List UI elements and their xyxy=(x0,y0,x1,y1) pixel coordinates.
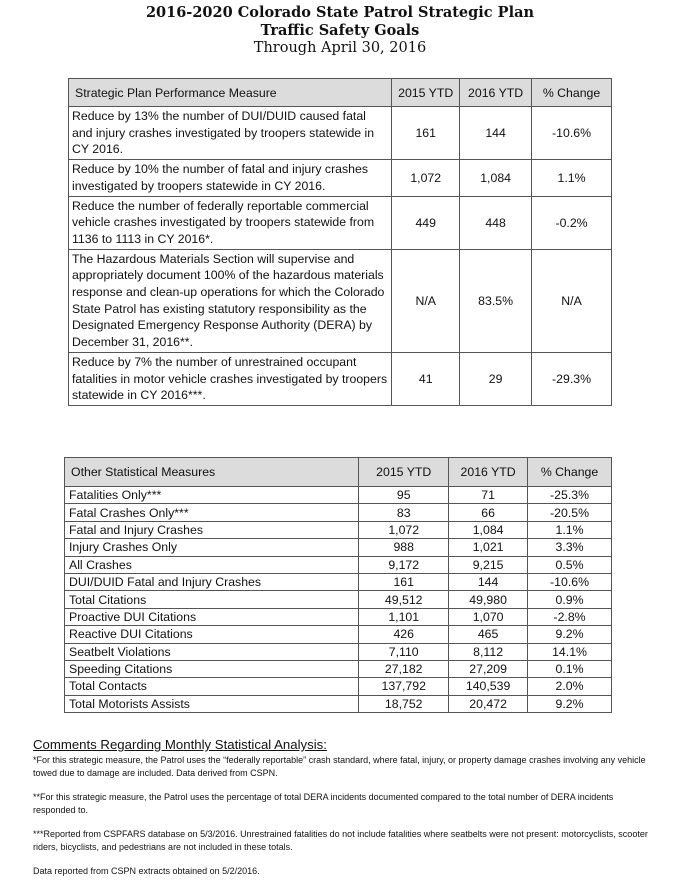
ytd-2016-cell: 448 xyxy=(460,196,532,249)
column-header-2015-ytd: 2015 YTD xyxy=(392,79,460,107)
ytd-2015-cell: 95 xyxy=(359,487,449,504)
table-row xyxy=(65,539,612,556)
table-row xyxy=(65,487,612,504)
measure-cell: Fatalities Only*** xyxy=(65,487,359,504)
column-header-2016-ytd: 2016 YTD xyxy=(449,458,528,487)
ytd-2015-cell: 7,110 xyxy=(359,643,449,660)
ytd-2016-cell: 20,472 xyxy=(449,695,528,712)
ytd-2016-cell: 9,215 xyxy=(449,556,528,573)
measure-cell: Total Motorists Assists xyxy=(65,695,359,712)
change-cell: 14.1% xyxy=(528,643,612,660)
measure-cell: Fatal Crashes Only*** xyxy=(65,504,359,521)
strategic-plan-table xyxy=(68,78,612,406)
measure-cell: The Hazardous Materials Section will supervise and appropriately document 100% of the hazardous materials response and clean-up operations for which the Colorado State Patrol has existing statutory responsibility as the Designated Emergency Response Authority (DERA) by December 31, 2016**. xyxy=(69,249,392,352)
document-date: Through April 30, 2016 xyxy=(253,40,427,56)
table-row xyxy=(65,504,612,521)
ytd-2015-cell: 27,182 xyxy=(359,660,449,677)
document-title: 2016-2020 Colorado State Patrol Strategic Plan xyxy=(145,4,535,21)
ytd-2015-cell: 1,101 xyxy=(359,608,449,625)
change-cell: 0.1% xyxy=(528,660,612,677)
measure-cell: Seatbelt Violations xyxy=(65,643,359,660)
measure-cell: Proactive DUI Citations xyxy=(65,608,359,625)
table-row xyxy=(65,521,612,538)
table-header-row xyxy=(69,79,612,107)
table-row xyxy=(65,608,612,625)
ytd-2015-cell: N/A xyxy=(392,249,460,352)
ytd-2015-cell: 988 xyxy=(359,539,449,556)
measure-cell: All Crashes xyxy=(65,556,359,573)
change-cell: -10.6% xyxy=(528,573,612,590)
measure-cell: Reduce by 7% the number of unrestrained occupant fatalities in motor vehicle crashes investigated by troopers statewide in CY 2016***. xyxy=(69,352,392,405)
column-header-percent-change: % Change xyxy=(528,458,612,487)
table-row xyxy=(65,556,612,573)
ytd-2015-cell: 449 xyxy=(392,196,460,249)
ytd-2016-cell: 144 xyxy=(449,573,528,590)
table-row xyxy=(69,196,612,249)
footnote: *For this strategic measure, the Patrol uses the “federally reportable” crash standard, where fatal, injury, or property damage crashes involving any vehicle towed due to damage are included. Data derived from CSPN. xyxy=(33,755,646,778)
table-row xyxy=(65,660,612,677)
change-cell: -2.8% xyxy=(528,608,612,625)
ytd-2015-cell: 1,072 xyxy=(392,160,460,196)
change-cell: N/A xyxy=(532,249,612,352)
ytd-2016-cell: 465 xyxy=(449,626,528,643)
measure-cell: DUI/DUID Fatal and Injury Crashes xyxy=(65,573,359,590)
ytd-2016-cell: 29 xyxy=(460,352,532,405)
ytd-2016-cell: 71 xyxy=(449,487,528,504)
ytd-2016-cell: 1,021 xyxy=(449,539,528,556)
table-row xyxy=(65,643,612,660)
table-row xyxy=(69,352,612,405)
ytd-2016-cell: 27,209 xyxy=(449,660,528,677)
table-row xyxy=(69,160,612,196)
table-row xyxy=(69,107,612,160)
ytd-2015-cell: 161 xyxy=(359,573,449,590)
change-cell: 1.1% xyxy=(528,521,612,538)
measure-cell: Reactive DUI Citations xyxy=(65,626,359,643)
change-cell: -10.6% xyxy=(532,107,612,160)
column-header-percent-change: % Change xyxy=(532,79,612,107)
table-row xyxy=(65,695,612,712)
change-cell: 3.3% xyxy=(528,539,612,556)
ytd-2016-cell: 1,070 xyxy=(449,608,528,625)
ytd-2016-cell: 1,084 xyxy=(449,521,528,538)
change-cell: 1.1% xyxy=(532,160,612,196)
table-header-row xyxy=(65,458,612,487)
other-statistical-measures-table xyxy=(64,457,612,713)
ytd-2016-cell: 1,084 xyxy=(460,160,532,196)
table-row xyxy=(65,626,612,643)
column-header-2015-ytd: 2015 YTD xyxy=(359,458,449,487)
footnote: ***Reported from CSPFARS database on 5/3/2016. Unrestrained fatalities do not include fatalities where seatbelts were not present: motorcyclists, scooter riders, bicyclists, and pedestrians are not included in these totals. xyxy=(33,829,648,852)
table-row xyxy=(69,249,612,352)
ytd-2015-cell: 41 xyxy=(392,352,460,405)
change-cell: -25.3% xyxy=(528,487,612,504)
comments-section xyxy=(33,737,653,890)
ytd-2016-cell: 66 xyxy=(449,504,528,521)
footnote: Data reported from CSPN extracts obtained on 5/2/2016. xyxy=(33,866,260,876)
ytd-2015-cell: 18,752 xyxy=(359,695,449,712)
measure-cell: Total Citations xyxy=(65,591,359,608)
change-cell: 9.2% xyxy=(528,695,612,712)
ytd-2015-cell: 49,512 xyxy=(359,591,449,608)
ytd-2015-cell: 426 xyxy=(359,626,449,643)
table-row xyxy=(65,573,612,590)
ytd-2015-cell: 83 xyxy=(359,504,449,521)
change-cell: -0.2% xyxy=(532,196,612,249)
ytd-2015-cell: 1,072 xyxy=(359,521,449,538)
change-cell: 0.5% xyxy=(528,556,612,573)
ytd-2016-cell: 8,112 xyxy=(449,643,528,660)
measure-cell: Fatal and Injury Crashes xyxy=(65,521,359,538)
change-cell: 9.2% xyxy=(528,626,612,643)
ytd-2016-cell: 140,539 xyxy=(449,678,528,695)
ytd-2015-cell: 9,172 xyxy=(359,556,449,573)
change-cell: 2.0% xyxy=(528,678,612,695)
measure-cell: Reduce the number of federally reportable commercial vehicle crashes investigated by troopers statewide from 1136 to 1113 in CY 2016*. xyxy=(69,196,392,249)
ytd-2016-cell: 83.5% xyxy=(460,249,532,352)
change-cell: 0.9% xyxy=(528,591,612,608)
ytd-2015-cell: 161 xyxy=(392,107,460,160)
change-cell: -29.3% xyxy=(532,352,612,405)
ytd-2016-cell: 49,980 xyxy=(449,591,528,608)
table-row xyxy=(65,678,612,695)
ytd-2016-cell: 144 xyxy=(460,107,532,160)
measure-cell: Speeding Citations xyxy=(65,660,359,677)
document-subtitle: Traffic Safety Goals xyxy=(260,22,420,39)
measure-cell: Reduce by 10% the number of fatal and injury crashes investigated by troopers statewide in CY 2016. xyxy=(69,160,392,196)
footnote: **For this strategic measure, the Patrol uses the percentage of total DERA incidents documented compared to the total number of DERA incidents responded to. xyxy=(33,792,614,815)
comments-heading: Comments Regarding Monthly Statistical Analysis: xyxy=(33,737,327,752)
column-header-2016-ytd: 2016 YTD xyxy=(460,79,532,107)
change-cell: -20.5% xyxy=(528,504,612,521)
table-row xyxy=(65,591,612,608)
measure-cell: Injury Crashes Only xyxy=(65,539,359,556)
column-header-measure: Strategic Plan Performance Measure xyxy=(69,79,392,107)
ytd-2015-cell: 137,792 xyxy=(359,678,449,695)
measure-cell: Reduce by 13% the number of DUI/DUID caused fatal and injury crashes investigated by troopers statewide in CY 2016. xyxy=(69,107,392,160)
column-header-measure: Other Statistical Measures xyxy=(65,458,359,487)
measure-cell: Total Contacts xyxy=(65,678,359,695)
